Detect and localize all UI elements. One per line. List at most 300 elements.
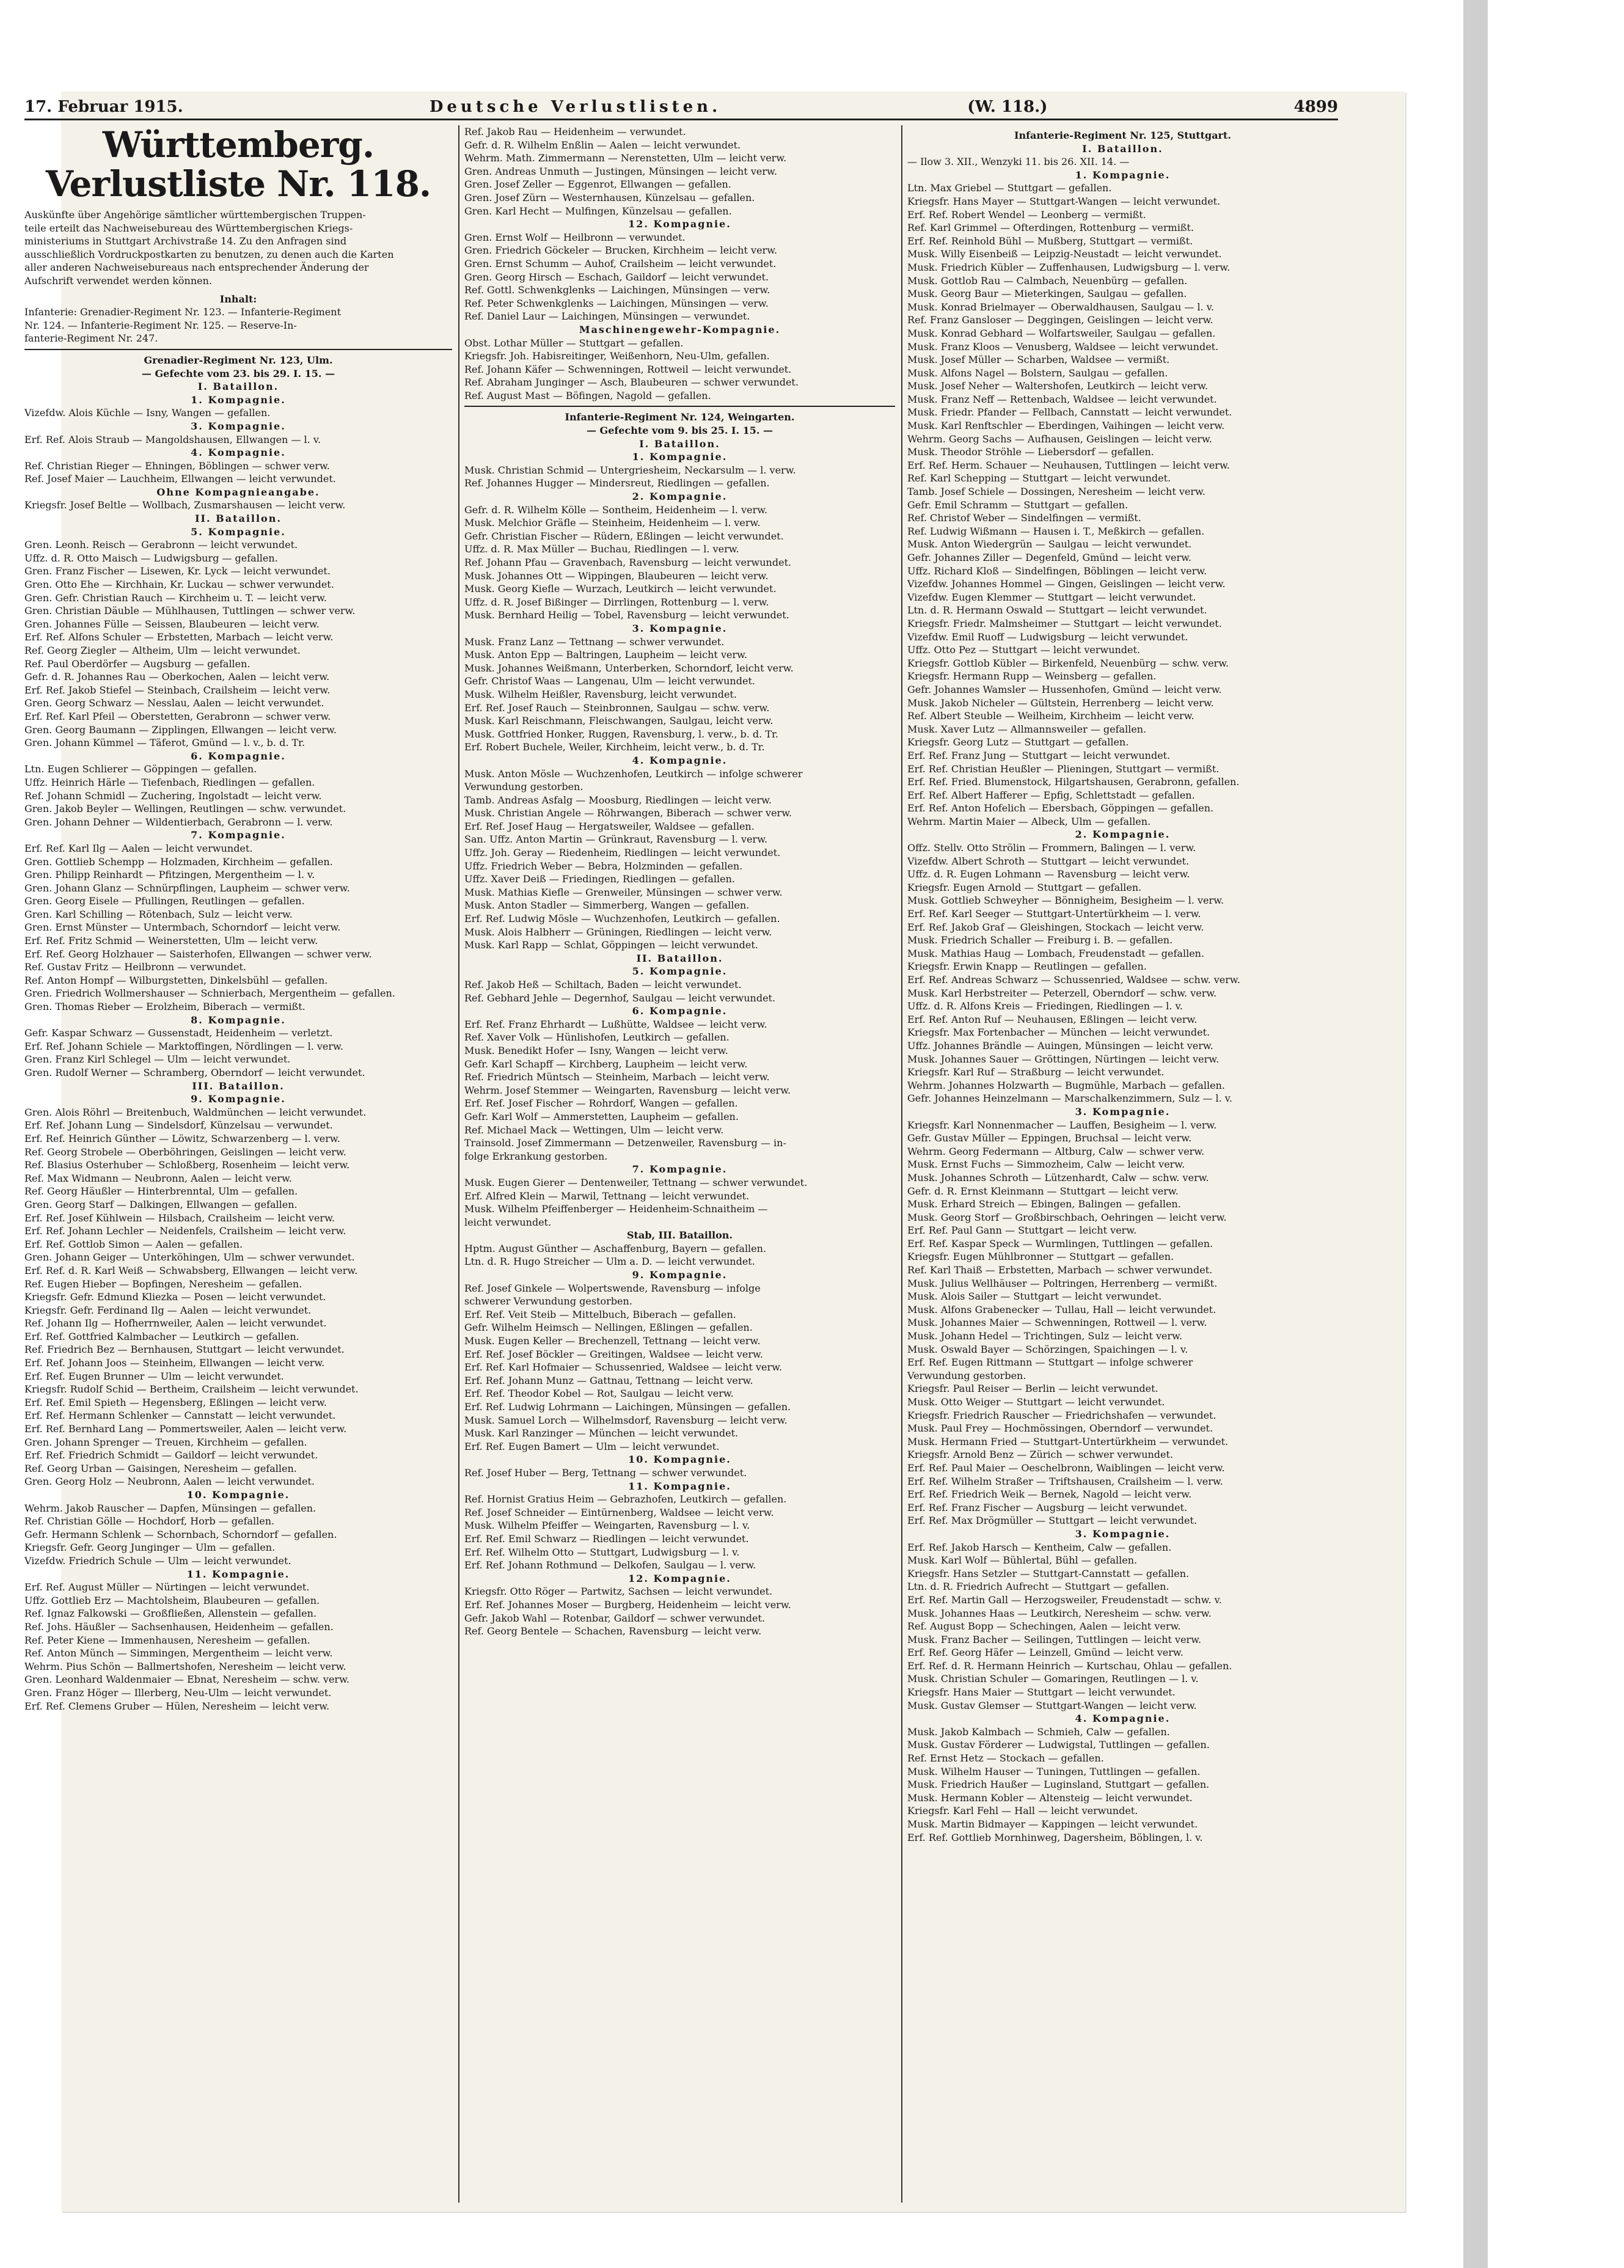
casualty-entry: Musk. Eugen Gierer — Dentenweiler, Tettnang — schwer verwundet.	[464, 1176, 808, 1188]
casualty-entry: Tamb. Andreas Asfalg — Moosburg, Riedlingen — leicht verw.	[464, 794, 772, 806]
casualty-entry: Kriegsfr. Josef Beltle — Wollbach, Zusmarshausen — leicht verw.	[24, 499, 346, 511]
casualty-entry: Gren. Georg Hirsch — Eschach, Gaildorf — leicht verwundet.	[464, 271, 769, 283]
casualty-entry: Erf. Ref. Heinrich Günther — Löwitz, Schwarzenberg — l. verw.	[24, 1132, 340, 1144]
casualty-entry: Uffz. Heinrich Härle — Tiefenbach, Riedlingen — gefallen.	[24, 776, 315, 788]
casualty-entry: Musk. Willy Eisenbeiß — Leipzig-Neustadt — leicht verwundet.	[907, 248, 1222, 260]
casualty-entry: Erf. Ref. Johann Lung — Sindelsdorf, Künzelsau — verwundet.	[24, 1119, 333, 1132]
casualty-entry: Gefr. Hermann Schlenk — Schornbach, Schorndorf — gefallen.	[24, 1528, 337, 1540]
casualty-entry: Ltn. d. R. Hermann Oswald — Stuttgart — leicht verwundet.	[907, 604, 1207, 616]
casualty-entry: Musk. Friedrich Kübler — Zuffenhausen, Ludwigsburg — l. verw.	[907, 261, 1231, 273]
casualty-entry: Musk. Johannes Schroth — Lützenhardt, Calw — schw. verw.	[907, 1171, 1209, 1183]
casualty-entry: Musk. Wilhelm Pfeiffenberger — Heidenheim-Schnaitheim —	[464, 1203, 768, 1215]
casualty-entry: Ref. Ignaz Falkowski — Großfließen, Allenstein — gefallen.	[24, 1608, 317, 1620]
casualty-entry: Erf. Ref. Karl Ilg — Aalen — leicht verwundet.	[24, 842, 253, 854]
casualty-entry: Musk. Alfons Grabenecker — Tullau, Hall — leicht verwundet.	[907, 1303, 1216, 1315]
section-heading: 9. Kompagnie.	[191, 1093, 286, 1105]
casualty-entry: Musk. Erhard Streich — Ebingen, Balingen — gefallen.	[907, 1198, 1181, 1210]
casualty-entry: Erf. Ref. Josef Böckler — Greitingen, Waldsee — leicht verw.	[464, 1348, 763, 1360]
column-3	[907, 125, 1338, 1844]
regiment-heading: Infanterie-Regiment Nr. 125, Stuttgart.	[1014, 130, 1231, 141]
casualty-entry: Vizefdw. Eugen Klemmer — Stuttgart — leicht verwundet.	[907, 591, 1196, 603]
divider	[24, 349, 452, 350]
casualty-entry: Ref. Christian Rieger — Ehningen, Böblingen — schwer verw.	[24, 459, 330, 472]
casualty-entry: Kriegsfr. Otto Röger — Partwitz, Sachsen — leicht verwundet.	[464, 1586, 773, 1598]
section-heading: 3. Kompagnie.	[1075, 1527, 1171, 1540]
divider	[464, 406, 895, 407]
casualty-entry: Gefr. Emil Schramm — Stuttgart — gefallen.	[907, 499, 1128, 511]
casualty-entry: Ref. Josef Schneider — Eintürnenberg, Waldsee — leicht verw.	[464, 1506, 774, 1518]
casualty-entry: Musk. Alfons Nagel — Bolstern, Saulgau — gefallen.	[907, 367, 1168, 379]
casualty-entry: ministeriums in Stuttgart Archivstraße 14. Zu den Anfragen sind	[24, 235, 347, 247]
casualty-entry: Musk. Johannes Ott — Wippingen, Blaubeuren — leicht verw.	[464, 569, 769, 582]
casualty-entry: Musk. Oswald Bayer — Schörzingen, Spaichingen — l. v.	[907, 1343, 1188, 1355]
casualty-entry: Gren. Rudolf Werner — Schramberg, Oberndorf — leicht verwundet.	[24, 1067, 365, 1078]
casualty-entry: fanterie-Regiment Nr. 247.	[24, 332, 158, 345]
casualty-entry: Ref. Gustav Fritz — Heilbronn — verwundet.	[24, 961, 246, 973]
casualty-entry: Kriegsfr. Gottlob Kübler — Birkenfeld, Neuenbürg — schw. verw.	[907, 657, 1229, 669]
section-heading: 6. Kompagnie.	[191, 750, 286, 762]
casualty-entry: Kriegsfr. Georg Lutz — Stuttgart — gefallen.	[907, 736, 1129, 748]
casualty-entry: Musk. Friedrich Schaller — Freiburg i. B. — gefallen.	[907, 934, 1173, 946]
casualty-entry: Kriegsfr. Arnold Benz — Zürich — schwer verwundet.	[907, 1449, 1174, 1461]
casualty-entry: Uffz. Joh. Geray — Riedenheim, Riedlingen — leicht verwundet.	[464, 847, 781, 859]
casualty-entry: Gren. Franz Fischer — Lisewen, Kr. Lyck — leicht verwundet.	[24, 565, 331, 577]
casualty-entry: Erf. Ref. Johann Rothmund — Delkofen, Saulgau — l. verw.	[464, 1559, 756, 1571]
casualty-list	[907, 142, 1338, 1845]
casualty-entry: Gren. Friedrich Göckeler — Brucken, Kirchheim — leicht verw.	[464, 244, 778, 257]
casualty-entry: Musk. Johann Hedel — Trichtingen, Sulz — leicht verw.	[907, 1330, 1183, 1342]
section-heading: 11. Kompagnie.	[186, 1568, 290, 1580]
casualty-entry: Ref. Ernst Hetz — Stockach — gefallen.	[907, 1752, 1104, 1765]
casualty-entry: Erf. Ref. Eugen Rittmann — Stuttgart — infolge schwerer	[907, 1356, 1193, 1369]
casualty-entry: folge Erkrankung gestorben.	[464, 1150, 608, 1162]
casualty-entry: Gren. Gottlieb Schempp — Holzmaden, Kirchheim — gefallen.	[24, 855, 333, 868]
section-heading: 7. Kompagnie.	[632, 1163, 728, 1176]
casualty-entry: Wehrm. Georg Sachs — Aufhausen, Geislingen — leicht verw.	[907, 433, 1212, 445]
casualty-entry: Ltn. Eugen Schlierer — Göppingen — gefallen.	[24, 763, 257, 775]
casualty-entry: Erf. Ref. Paul Maier — Oeschelbronn, Waiblingen — leicht verw.	[907, 1461, 1225, 1474]
section-heading: 2. Kompagnie.	[1075, 829, 1171, 841]
casualty-entry: Gren. Leonhard Waldenmaier — Ebnat, Neresheim — schw. verw.	[24, 1674, 349, 1686]
casualty-entry: aller anderen Nachweisebureaus nach entsprechender Änderung der	[24, 262, 369, 274]
casualty-entry: Erf. Ref. Johann Munz — Gattnau, Tettnang — leicht verw.	[464, 1374, 753, 1386]
casualty-entry: Erf. Ref. Anton Hofelich — Ebersbach, Göppingen — gefallen.	[907, 802, 1214, 814]
section-heading: III. Bataillon.	[192, 1080, 285, 1092]
casualty-entry: Kriegsfr. Hans Setzler — Stuttgart-Cannstatt — gefallen.	[907, 1567, 1190, 1579]
header-title: Deutsche Verlustlisten.	[429, 98, 722, 116]
casualty-entry: Erf. Ref. Max Drögmüller — Stuttgart — leicht verwundet.	[907, 1515, 1198, 1527]
casualty-entry: Kriegsfr. Karl Fehl — Hall — leicht verwundet.	[907, 1805, 1138, 1817]
casualty-entry: Kriegsfr. Rudolf Schid — Bertheim, Crailsheim — leicht verwundet.	[24, 1383, 359, 1396]
casualty-entry: Aufschrift verwendet werden können.	[24, 274, 213, 287]
casualty-entry: Ltn. d. R. Hugo Streicher — Ulm a. D. — leicht verwundet.	[464, 1256, 755, 1268]
casualty-entry: Musk. Gottfried Honker, Ruggen, Ravensburg, l. verw., b. d. Tr.	[464, 728, 778, 740]
casualty-entry: Ref. Johs. Häußler — Sachsenhausen, Heidenheim — gefallen.	[24, 1620, 334, 1633]
casualty-entry: Erf. Ref. Georg Holzhauer — Saisterhofen, Ellwangen — schwer verw.	[24, 948, 372, 960]
casualty-entry: Ref. Blasius Osterhuber — Schloßberg, Rosenheim — leicht verw.	[24, 1159, 350, 1171]
casualty-entry: Kriegsfr. Gefr. Georg Junginger — Ulm — gefallen.	[24, 1542, 276, 1554]
casualty-entry: — Ilow 3. XII., Wenzyki 11. bis 26. XII. 14. —	[907, 156, 1130, 168]
section-heading: Stab, III. Bataillon.	[627, 1229, 733, 1242]
casualty-entry: Musk. Gustav Glemser — Stuttgart-Wangen — leicht verw.	[907, 1699, 1197, 1711]
section-heading: I. Bataillon.	[197, 381, 279, 393]
casualty-entry: Uffz. d. R. Eugen Lohmann — Ravensburg — leicht verw.	[907, 868, 1190, 880]
casualty-entry: Ref. Karl Schepping — Stuttgart — leicht verwundet.	[907, 472, 1171, 485]
casualty-entry: Ref. Max Widmann — Neubronn, Aalen — leicht verw.	[24, 1172, 292, 1184]
section-heading: 10. Kompagnie.	[186, 1489, 290, 1501]
casualty-entry: Ref. Paul Oberdörfer — Augsburg — gefallen.	[24, 657, 251, 670]
casualty-entry: Musk. Alois Sailer — Stuttgart — leicht verwundet.	[907, 1290, 1162, 1303]
casualty-entry: Musk. Franz Neff — Rettenbach, Waldsee — leicht verwundet.	[907, 393, 1217, 405]
casualty-entry: Erf. Robert Buchele, Weiler, Kirchheim, leicht verw., b. d. Tr.	[464, 741, 765, 753]
casualty-entry: Musk. Gottlob Rau — Calmbach, Neuenbürg — gefallen.	[907, 274, 1188, 287]
casualty-entry: Wehrm. Pius Schön — Ballmertshofen, Neresheim — leicht verw.	[24, 1660, 346, 1672]
casualty-entry: Musk. Christian Angele — Röhrwangen, Biberach — schwer verw.	[464, 807, 792, 819]
casualty-entry: Kriegsfr. Gefr. Ferdinand Ilg — Aalen — leicht verwundet.	[24, 1304, 312, 1316]
casualty-entry: Erf. Ref. Hermann Schlenker — Cannstatt — leicht verwundet.	[24, 1410, 336, 1422]
casualty-entry: Gren. Georg Starf — Dalkingen, Ellwangen — gefallen.	[24, 1198, 298, 1210]
regiment-subheading: — Gefechte vom 9. bis 25. I. 15. —	[586, 425, 773, 437]
casualty-entry: Musk. Christian Schuler — Gomaringen, Reutlingen — l. v.	[907, 1673, 1199, 1685]
casualty-entry: San. Uffz. Anton Martin — Grünkraut, Ravensburg — l. verw.	[464, 833, 768, 846]
casualty-entry: Kriegsfr. Karl Ruf — Straßburg — leicht verwundet.	[907, 1066, 1165, 1078]
casualty-entry: Ref. Johann Ilg — Hofherrnweiler, Aalen — leicht verwundet.	[24, 1317, 327, 1330]
casualty-entry: Erf. Ref. Josef Fischer — Rohrdorf, Wangen — gefallen.	[464, 1097, 738, 1110]
section-heading: I. Bataillon.	[1082, 142, 1163, 155]
casualty-entry: Gefr. Gustav Müller — Eppingen, Bruchsal — leicht verw.	[907, 1132, 1192, 1144]
casualty-entry: Ref. Friedrich Müntsch — Steinheim, Marbach — leicht verw.	[464, 1071, 770, 1083]
casualty-entry: Gefr. Karl Wolf — Ammerstetten, Laupheim — gefallen.	[464, 1110, 739, 1122]
casualty-entry: Gren. Franz Höger — Illerberg, Neu-Ulm — leicht verwundet.	[24, 1686, 332, 1699]
casualty-entry: Ref. Jakob Rau — Heidenheim — verwundet.	[464, 126, 686, 137]
casualty-entry: Musk. Georg Baur — Mieterkingen, Saulgau — gefallen.	[907, 288, 1187, 300]
casualty-entry: Tamb. Josef Schiele — Dossingen, Neresheim — leicht verw.	[907, 486, 1205, 498]
casualty-entry: Erf. Ref. Emil Schwarz — Riedlingen — leicht verwundet.	[464, 1532, 749, 1545]
casualty-entry: Uffz. d. R. Otto Maisch — Ludwigsburg — gefallen.	[24, 552, 278, 564]
section-heading: 8. Kompagnie.	[191, 1014, 286, 1026]
casualty-entry: Musk. Josef Neher — Waltershofen, Leutkirch — leicht verw.	[907, 380, 1209, 392]
casualty-entry: Vizefdw. Friedrich Schule — Ulm — leicht verwundet.	[24, 1554, 291, 1567]
casualty-entry: Musk. Anton Stadler — Simmerberg, Wangen — gefallen.	[464, 899, 750, 912]
casualty-entry: Ref. Josef Huber — Berg, Tettnang — schwer verwundet.	[464, 1466, 747, 1479]
section-heading: 11. Kompagnie.	[628, 1480, 731, 1492]
casualty-entry: Musk. Eugen Keller — Brechenzell, Tettnang — leicht verw.	[464, 1335, 761, 1347]
casualty-entry: Erf. Ref. Paul Gann — Stuttgart — leicht verw.	[907, 1224, 1137, 1237]
casualty-entry: Kriegsfr. Max Fortenbacher — München — leicht verwundet.	[907, 1026, 1210, 1039]
section-heading: 3. Kompagnie.	[632, 622, 728, 634]
casualty-entry: Musk. Georg Kiefle — Wurzach, Leutkirch — leicht verwundet.	[464, 583, 777, 595]
casualty-entry: Gren. Johann Sprenger — Treuen, Kirchheim — gefallen.	[24, 1436, 307, 1448]
casualty-entry: Erf. Ref. Jakob Graf — Gleishingen, Stockach — leicht verw.	[907, 921, 1204, 933]
casualty-entry: Gren. Alois Röhrl — Breitenbuch, Waldmünchen — leicht verwundet.	[24, 1106, 367, 1118]
casualty-entry: Erf. Ref. Fritz Schmid — Weinerstetten, Ulm — leicht verw.	[24, 935, 318, 947]
casualty-entry: Gren. Friedrich Wollmershauser — Schnierbach, Mergentheim — gefallen.	[24, 987, 395, 1000]
casualty-entry: Kriegsfr. Karl Nonnenmacher — Lauffen, Besigheim — l. verw.	[907, 1119, 1217, 1131]
casualty-entry: Nr. 124. — Infanterie-Regiment Nr. 125. — Reserve-In-	[24, 319, 297, 331]
casualty-entry: Ref. Georg Bentele — Schachen, Ravensburg — leicht verw.	[464, 1625, 762, 1637]
section-heading: 9. Kompagnie.	[632, 1269, 728, 1281]
casualty-entry: Ref. August Mast — Böfingen, Nagold — gefallen.	[464, 389, 711, 401]
casualty-entry: Musk. Jakob Kalmbach — Schmieh, Calw — gefallen.	[907, 1725, 1170, 1738]
section-heading: I. Bataillon.	[639, 437, 720, 450]
page-edge-shadow	[1463, 0, 1488, 2268]
casualty-entry: Ref. Georg Strobele — Oberböhringen, Geislingen — leicht verw.	[24, 1146, 346, 1158]
casualty-entry: Kriegsfr. Friedr. Malmsheimer — Stuttgart — leicht verwundet.	[907, 617, 1222, 629]
casualty-entry: Kriegsfr. Hans Maier — Stuttgart — leicht verwundet.	[907, 1686, 1176, 1699]
casualty-entry: Ltn. Max Griebel — Stuttgart — gefallen.	[907, 182, 1112, 194]
casualty-entry: Musk. Theodor Ströhle — Liebersdorf — gefallen.	[907, 446, 1154, 458]
casualty-entry: Gefr. Johannes Heinzelmann — Marschalkenzimmern, Sulz — l. v.	[907, 1092, 1233, 1105]
casualty-entry: Gren. Johann Geiger — Unterköhingen, Ulm — schwer verwundet.	[24, 1251, 355, 1264]
inhalt-label: Inhalt:	[219, 293, 257, 305]
casualty-entry: Erf. Ref. Eugen Bamert — Ulm — leicht verwundet.	[464, 1440, 720, 1452]
casualty-entry: Musk. Mathias Kiefle — Grenweiler, Münsingen — schwer verw.	[464, 886, 783, 898]
casualty-entry: Musk. Georg Storf — Großbirschbach, Oehringen — leicht verw.	[907, 1211, 1227, 1223]
casualty-entry: Musk. Anton Epp — Baltringen, Laupheim — leicht verw.	[464, 649, 747, 661]
casualty-entry: Kriegsfr. Eugen Arnold — Stuttgart — gefallen.	[907, 881, 1142, 893]
casualty-entry: Musk. Franz Kloos — Venusberg, Waldsee — leicht verwundet.	[907, 340, 1219, 353]
casualty-entry: Musk. Johannes Haas — Leutkirch, Neresheim — schw. verw.	[907, 1607, 1212, 1619]
casualty-entry: Ref. Daniel Laur — Laichingen, Münsingen — verwundet.	[464, 310, 750, 323]
casualty-entry: Musk. Wilhelm Pfeiffer — Weingarten, Ravensburg — l. v.	[464, 1520, 750, 1532]
casualty-entry: Ref. Eugen Hieber — Bopfingen, Neresheim — gefallen.	[24, 1278, 302, 1290]
casualty-entry: Ref. Karl Grimmel — Ofterdingen, Rottenburg — vermißt.	[907, 222, 1194, 234]
casualty-entry: Kriegsfr. Gefr. Edmund Kliezka — Posen — leicht verwundet.	[24, 1291, 326, 1303]
casualty-entry: Gren. Georg Baumann — Zipplingen, Ellwangen — leicht verw.	[24, 723, 337, 736]
casualty-entry: teile erteilt das Nachweisebureau des Württembergischen Kriegs-	[24, 222, 353, 234]
casualty-entry: Musk. Josef Müller — Scharben, Waldsee — vermißt.	[907, 354, 1170, 366]
section-heading: II. Bataillon.	[195, 513, 282, 525]
casualty-entry: Ref. Georg Ziegler — Altheim, Ulm — leicht verwundet.	[24, 645, 301, 656]
casualty-entry: Ref. Hornist Gratius Heim — Gebrazhofen, Leutkirch — gefallen.	[464, 1493, 787, 1505]
casualty-entry: Erf. Ref. Gottlieb Mornhinweg, Dagersheim, Böblingen, l. v.	[907, 1831, 1203, 1843]
casualty-entry: Gefr. d. R. Wilhelm Enßlin — Aalen — leicht verwundet.	[464, 139, 741, 151]
casualty-entry: Gren. Ernst Wolf — Heilbronn — verwundet.	[464, 231, 686, 243]
casualty-entry: Erf. Ref. Albert Hafferer — Epfig, Schlettstadt — gefallen.	[907, 789, 1195, 801]
header-edition: (W. 118.)	[967, 98, 1048, 116]
casualty-entry: Wehrm. Math. Zimmermann — Nerenstetten, Ulm — leicht verw.	[464, 152, 787, 164]
casualty-entry: Gren. Johann Glanz — Schnürpflingen, Laupheim — schwer verw.	[24, 882, 350, 894]
casualty-entry: Musk. Samuel Lorch — Wilhelmsdorf, Ravensburg — leicht verw.	[464, 1414, 788, 1426]
casualty-entry: Wehrm. Georg Federmann — Altburg, Calw — schwer verw.	[907, 1145, 1205, 1157]
casualty-entry: Musk. Karl Rapp — Schlat, Göppingen — leicht verwundet.	[464, 939, 758, 951]
casualty-entry: Ref. Christian Gölle — Hochdorf, Horb — gefallen.	[24, 1515, 275, 1527]
casualty-entry: Gren. Ernst Schumm — Auhof, Crailsheim — leicht verwundet.	[464, 257, 777, 269]
page-header	[24, 98, 1338, 120]
section-heading: 4. Kompagnie.	[191, 447, 286, 459]
casualty-entry: Wehrm. Johannes Holzwarth — Bugmühle, Marbach — gefallen.	[907, 1079, 1225, 1091]
list-title: Württemberg. Verlustliste Nr. 118.	[45, 124, 431, 205]
casualty-entry: Musk. Gustav Förderer — Ludwigstal, Tuttlingen — gefallen.	[907, 1739, 1210, 1751]
casualty-entry: Erf. Ref. Wilhelm Otto — Stuttgart, Ludwigsburg — l. v.	[464, 1546, 740, 1558]
casualty-entry: Musk. Wilhelm Hauser — Tuningen, Tuttlingen — gefallen.	[907, 1765, 1201, 1777]
casualty-entry: Ref. Johann Käfer — Schwenningen, Rottweil — leicht verwundet.	[464, 363, 792, 375]
casualty-entry: Ref. Johann Pfau — Gravenbach, Ravensburg — leicht verwundet.	[464, 557, 792, 568]
casualty-entry: Gren. Johannes Fülle — Seissen, Blaubeuren — leicht verw.	[24, 618, 320, 630]
section-heading: 6. Kompagnie.	[632, 1005, 728, 1017]
casualty-entry: Erf. Ref. Gottfried Kalmbacher — Leutkirch — gefallen.	[24, 1330, 299, 1342]
casualty-entry: Erf. Ref. Franz Ehrhardt — Lußhütte, Waldsee — leicht verw.	[464, 1018, 767, 1030]
casualty-entry: Uffz. Richard Kloß — Sindelfingen, Böblingen — leicht verw.	[907, 565, 1207, 577]
section-heading: 7. Kompagnie.	[191, 829, 286, 841]
section-heading: 12. Kompagnie.	[628, 1572, 731, 1584]
casualty-entry: Musk. Hermann Kobler — Altensteig — leicht verwundet.	[907, 1791, 1193, 1804]
casualty-entry: Gren. Otto Ehe — Kirchhain, Kr. Luckau — schwer verwundet.	[24, 579, 334, 591]
casualty-entry: Ref. Gebhard Jehle — Degernhof, Saulgau — leicht verwundet.	[464, 992, 776, 1004]
casualty-entry: Musk. Konrad Gebhard — Wolfartsweiler, Saulgau — gefallen.	[907, 327, 1216, 339]
inhalt-text	[24, 305, 452, 345]
casualty-entry: Gefr. Jakob Wahl — Rotenbar, Gaildorf — schwer verwundet.	[464, 1612, 765, 1624]
casualty-entry: leicht verwundet.	[464, 1216, 552, 1228]
casualty-entry: Erf. Ref. d. R. Hermann Heinrich — Kurtschau, Ohlau — gefallen.	[907, 1659, 1232, 1672]
casualty-entry: Ref. Christof Weber — Sindelfingen — vermißt.	[907, 512, 1141, 524]
casualty-entry: ausschließlich Vordruckpostkarten zu benutzen, zu denen auch die Karten	[24, 248, 394, 260]
casualty-entry: Ref. Karl Thaiß — Erbstetten, Marbach — schwer verwundet.	[907, 1264, 1213, 1276]
casualty-entry: Musk. Wilhelm Heißler, Ravensburg, leicht verwundet.	[464, 688, 737, 700]
casualty-entry: Musk. Karl Ranzinger — München — leicht verwundet.	[464, 1427, 739, 1439]
casualty-entry: Erf. Ref. Karl Hofmaier — Schussenried, Waldsee — leicht verw.	[464, 1361, 783, 1374]
casualty-entry: Musk. Johannes Weißmann, Unterberken, Schorndorf, leicht verw.	[464, 662, 794, 674]
casualty-entry: Erf. Ref. Josef Rauch — Steinbronnen, Saulgau — schw. verw.	[464, 701, 770, 714]
casualty-entry: Gren. Karl Schilling — Rötenbach, Sulz — leicht verw.	[24, 908, 293, 920]
casualty-entry: Uffz. Otto Pez — Stuttgart — leicht verwundet.	[907, 644, 1141, 656]
casualty-entry: Ref. Peter Schwenkglenks — Laichingen, Münsingen — verw.	[464, 297, 769, 309]
casualty-entry: Musk. Johannes Sauer — Gröttingen, Nürtingen — leicht verw.	[907, 1053, 1220, 1065]
casualty-entry: Erf. Ref. Wilhelm Straßer — Triftshausen, Crailsheim — l. verw.	[907, 1475, 1223, 1487]
casualty-entry: Musk. Karl Reischmann, Fleischwangen, Saulgau, leicht verw.	[464, 715, 774, 727]
casualty-entry: Musk. Bernhard Heilig — Tobel, Ravensburg — leicht verwundet.	[464, 609, 789, 621]
casualty-entry: Musk. Alois Halbherr — Grüningen, Riedlingen — leicht verw.	[464, 926, 772, 938]
casualty-entry: Ref. Jakob Heß — Schiltach, Baden — leicht verwundet.	[464, 979, 742, 990]
casualty-entry: Gren. Josef Zürn — Westernhausen, Künzelsau — gefallen.	[464, 191, 755, 203]
column-rule-2	[901, 125, 902, 2203]
casualty-entry: Gefr. d. R. Ernst Kleinmann — Stuttgart — leicht verw.	[907, 1185, 1179, 1197]
casualty-entry: Ref. August Bopp — Schechingen, Aalen — leicht verw.	[907, 1620, 1181, 1633]
section-heading: Maschinengewehr-Kompagnie.	[579, 323, 781, 335]
casualty-entry: Infanterie: Grenadier-Regiment Nr. 123. — Infanterie-Regiment	[24, 306, 341, 318]
casualty-entry: Wehrm. Martin Maier — Albeck, Ulm — gefallen.	[907, 815, 1151, 827]
casualty-entry: Gren. Jakob Beyler — Wellingen, Reutlingen — schw. verwundet.	[24, 803, 346, 815]
section-heading: Ohne Kompagnieangabe.	[156, 486, 320, 498]
casualty-entry: Gren. Franz Kirl Schlegel — Ulm — leicht verwundet.	[24, 1053, 291, 1066]
casualty-entry: Erf. Ref. Franz Fischer — Augsburg — leicht verwundet.	[907, 1501, 1188, 1513]
casualty-entry: Erf. Ref. Johann Joos — Steinheim, Ellwangen — leicht verw.	[24, 1357, 325, 1369]
casualty-entry: Musk. Friedrich Haußer — Luginsland, Stuttgart — gefallen.	[907, 1779, 1210, 1791]
casualty-entry: Ref. Abraham Junginger — Asch, Blaubeuren — schwer verwundet.	[464, 376, 799, 389]
casualty-entry: Gefr. Karl Schapff — Kirchberg, Laupheim — leicht verw.	[464, 1058, 748, 1070]
section-heading: 4. Kompagnie.	[632, 754, 728, 766]
casualty-entry: Gefr. d. R. Johannes Rau — Oberkochen, Aalen — leicht verw.	[24, 671, 330, 683]
casualty-entry: Uffz. Xaver Deiß — Friedingen, Riedlingen — gefallen.	[464, 873, 735, 885]
casualty-entry: Uffz. d. R. Alfons Kreis — Friedingen, Riedlingen — l. v.	[907, 1000, 1183, 1012]
casualty-entry: Erf. Ref. Theodor Kobel — Rot, Saulgau — leicht verw.	[464, 1388, 734, 1400]
casualty-entry: Gefr. Johannes Ziller — Degenfeld, Gmünd — leicht verw.	[907, 552, 1191, 563]
casualty-entry: Erf. Ref. Reinhold Bühl — Mußberg, Stuttgart — vermißt.	[907, 235, 1193, 247]
casualty-entry: Musk. Franz Bacher — Seilingen, Tuttlingen — leicht verw.	[907, 1633, 1202, 1645]
casualty-entry: Erf. Ref. Jakob Harsch — Kentheim, Calw — gefallen.	[907, 1541, 1172, 1553]
casualty-entry: Erf. Ref. Alfons Schuler — Erbstetten, Marbach — leicht verw.	[24, 631, 334, 643]
casualty-entry: Erf. Ref. August Müller — Nürtingen — leicht verwundet.	[24, 1581, 310, 1593]
casualty-entry: Uffz. d. R. Josef Bißinger — Dirrlingen, Rottenburg — l. verw.	[464, 596, 769, 608]
casualty-entry: Erf. Ref. Friedrich Weik — Bernek, Nagold — leicht verw.	[907, 1488, 1192, 1501]
casualty-entry: Erf. Ref. Ludwig Lohrmann — Laichingen, Münsingen — gefallen.	[464, 1401, 791, 1413]
casualty-entry: Ref. Gottl. Schwenkglenks — Laichingen, Münsingen — verw.	[464, 284, 770, 296]
regiment-heading: Grenadier-Regiment Nr. 123, Ulm.	[144, 354, 333, 366]
casualty-entry: Erf. Ref. Robert Wendel — Leonberg — vermißt.	[907, 208, 1146, 221]
casualty-entry: Musk. Ernst Fuchs — Simmozheim, Calw — leicht verw.	[907, 1158, 1185, 1171]
casualty-entry: Musk. Karl Wolf — Bühlertal, Bühl — gefallen.	[907, 1554, 1138, 1567]
casualty-entry: Gren. Ernst Münster — Untermbach, Schorndorf — leicht verw.	[24, 921, 341, 934]
casualty-entry: Erf. Ref. Johann Lechler — Neidenfels, Crailsheim — leicht verw.	[24, 1225, 346, 1237]
casualty-entry: Musk. Johannes Maier — Schwenningen, Rottweil — l. verw.	[907, 1317, 1207, 1329]
casualty-entry: Erf. Ref. Josef Haug — Hergatsweiler, Waldsee — gefallen.	[464, 820, 755, 832]
casualty-entry: Erf. Ref. Johannes Moser — Burgberg, Heidenheim — leicht verw.	[464, 1598, 791, 1611]
casualty-entry: Erf. Ref. Ludwig Mösle — Wuchzenhofen, Leutkirch — gefallen.	[464, 913, 780, 925]
column-1	[24, 125, 452, 1713]
casualty-entry: Uffz. Johannes Brändle — Auingen, Münsingen — leicht verw.	[907, 1039, 1213, 1052]
casualty-entry: Erf. Ref. Fried. Blumenstock, Hilgartshausen, Gerabronn, gefallen.	[907, 776, 1240, 788]
casualty-entry: Erf. Ref. Georg Häfer — Leinzell, Gmünd — leicht verw.	[907, 1647, 1183, 1659]
section-heading: II. Bataillon.	[636, 952, 723, 964]
casualty-entry: Musk. Melchior Gräfle — Steinheim, Heidenheim — l. verw.	[464, 517, 761, 529]
casualty-entry: Erf. Ref. Gottlob Simon — Aalen — gefallen.	[24, 1238, 243, 1250]
casualty-entry: Kriegsfr. Joh. Habisreitinger, Weißenhorn, Neu-Ulm, gefallen.	[464, 350, 770, 362]
casualty-entry: Gren. Georg Schwarz — Nesslau, Aalen — leicht verwundet.	[24, 697, 324, 709]
casualty-entry: Musk. Julius Wellhäuser — Poltringen, Herrenberg — vermißt.	[907, 1277, 1218, 1289]
casualty-entry: Verwundung gestorben.	[464, 781, 583, 793]
casualty-entry: Trainsold. Josef Zimmermann — Detzenweiler, Ravensburg — in-	[464, 1137, 786, 1149]
casualty-entry: Wehrm. Jakob Rauscher — Dapfen, Münsingen — gefallen.	[24, 1502, 316, 1514]
casualty-entry: Vizefdw. Johannes Hommel — Gingen, Geislingen — leicht verw.	[907, 578, 1226, 590]
casualty-entry: Ref. Josef Ginkele — Wolpertswende, Ravensburg — infolge	[464, 1282, 761, 1294]
casualty-entry: Kriegsfr. Friedrich Rauscher — Friedrichshafen — verwundet.	[907, 1409, 1216, 1421]
section-heading: 2. Kompagnie.	[632, 491, 728, 503]
casualty-entry: Hptm. August Günther — Aschaffenburg, Bayern — gefallen.	[464, 1242, 767, 1254]
casualty-entry: schwerer Verwundung gestorben.	[464, 1295, 632, 1308]
casualty-entry: Vizefdw. Emil Ruoff — Ludwigsburg — leicht verwundet.	[907, 631, 1188, 643]
casualty-entry: Musk. Friedr. Pfander — Fellbach, Cannstatt — leicht verwundet.	[907, 406, 1232, 419]
casualty-entry: Erf. Ref. Christian Heußler — Plieningen, Stuttgart — vermißt.	[907, 763, 1220, 775]
casualty-entry: Ref. Franz Gansloser — Deggingen, Geislingen — leicht verw.	[907, 314, 1213, 326]
casualty-entry: Erf. Ref. Clemens Gruber — Hülen, Neresheim — leicht verw.	[24, 1700, 330, 1712]
casualty-entry: Ref. Michael Mack — Wettingen, Ulm — leicht verw.	[464, 1124, 724, 1136]
casualty-entry: Musk. Otto Weiger — Stuttgart — leicht verwundet.	[907, 1396, 1165, 1408]
casualty-entry: Gefr. Wilhelm Heimsch — Nellingen, Eßlingen — gefallen.	[464, 1322, 753, 1334]
casualty-entry: Gren. Karl Hecht — Mulfingen, Künzelsau — gefallen.	[464, 205, 732, 217]
casualty-entry: Gren. Christian Däuble — Mühlhausen, Tuttlingen — schwer verw.	[24, 605, 356, 617]
casualty-entry: Erf. Ref. Kaspar Speck — Wurmlingen, Tuttlingen — gefallen.	[907, 1237, 1213, 1249]
casualty-entry: Gefr. d. R. Wilhelm Kölle — Sontheim, Heidenheim — l. verw.	[464, 503, 768, 516]
casualty-entry: Erf. Alfred Klein — Marwil, Tettnang — leicht verwundet.	[464, 1190, 750, 1202]
casualty-entry: Musk. Xaver Lutz — Allmannsweiler — gefallen.	[907, 723, 1147, 735]
casualty-entry: Musk. Franz Lanz — Tettnang — schwer verwundet.	[464, 635, 725, 648]
casualty-entry: Ref. Georg Häußler — Hinterbrenntal, Ulm — gefallen.	[24, 1185, 298, 1198]
casualty-entry: Musk. Konrad Brielmayer — Oberwaldhausen, Saulgau — l. v.	[907, 301, 1214, 313]
casualty-entry: Gren. Johann Dehner — Wildentierbach, Gerabronn — l. verw.	[24, 816, 333, 828]
casualty-entry: Ref. Anton Hompf — Wilburgstetten, Dinkelsbühl — gefallen.	[24, 974, 328, 986]
casualty-entry: Vizefdw. Albert Schroth — Stuttgart — leicht verwundet.	[907, 855, 1190, 867]
casualty-entry: Kriegsfr. Eugen Mühlbronner — Stuttgart — gefallen.	[907, 1251, 1174, 1263]
casualty-entry: Erf. Ref. Veit Steib — Mittelbuch, Biberach — gefallen.	[464, 1308, 736, 1320]
casualty-entry: Ref. Xaver Volk — Hünlishofen, Leutkirch — gefallen.	[464, 1031, 730, 1044]
casualty-entry: Erf. Ref. Bernhard Lang — Pommertsweiler, Aalen — leicht verw.	[24, 1423, 347, 1435]
casualty-entry: Verwundung gestorben.	[907, 1369, 1026, 1381]
section-heading: 1. Kompagnie.	[191, 393, 286, 406]
casualty-entry: Gren. Gefr. Christian Rauch — Kirchheim u. T. — leicht verw.	[24, 591, 327, 604]
casualty-entry: Erf. Ref. Josef Kühlwein — Hilsbach, Crailsheim — leicht verw.	[24, 1212, 335, 1224]
casualty-entry: Vizefdw. Alois Küchle — Isny, Wangen — gefallen.	[24, 407, 271, 419]
casualty-entry: Kriegsfr. Hermann Rupp — Weinsberg — gefallen.	[907, 670, 1157, 682]
